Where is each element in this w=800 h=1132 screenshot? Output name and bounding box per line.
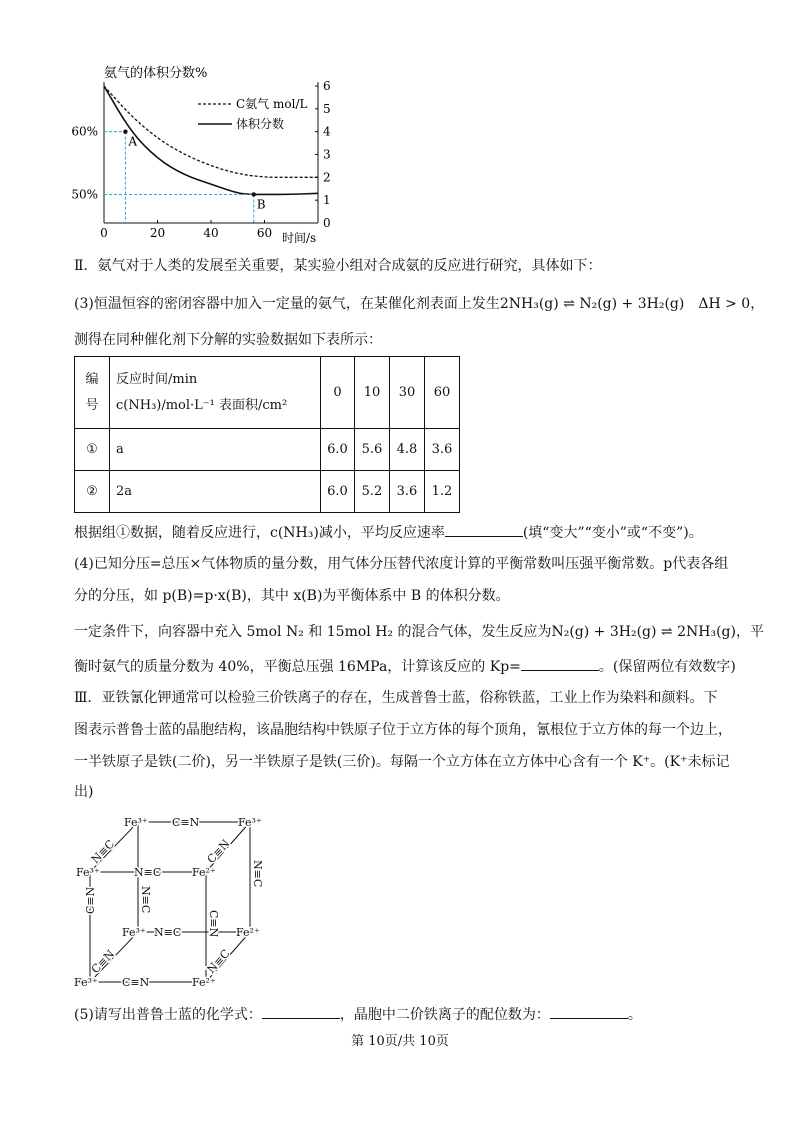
question-5-coordination-text: ，晶胞中二价铁离子的配位数为： — [339, 1007, 550, 1023]
ammonia-chart — [60, 60, 350, 250]
x-tick-label: 20 — [149, 226, 166, 240]
table-row — [75, 471, 460, 513]
row-value: 1.2 — [425, 471, 460, 513]
table-row — [75, 429, 460, 471]
question-4-line3 — [74, 622, 764, 642]
legend-item-volume-fraction: 体积分数 — [236, 117, 285, 131]
header-id-top: 编 — [85, 371, 99, 387]
header-time-60: 60 — [425, 357, 460, 429]
row-area: a — [110, 429, 321, 471]
row-value: 5.2 — [355, 471, 390, 513]
section-3-line2: 图表示普鲁士蓝的晶胞结构，该晶胞结构中铁原子位于立方体的每个顶角，氰根位于立方体的每一个边上， — [74, 722, 732, 738]
row-id: ② — [75, 471, 110, 513]
chart-legend — [198, 96, 307, 131]
row-value: 3.6 — [390, 471, 425, 513]
header-time-label: 反应时间/min — [116, 371, 198, 387]
section-3-line3: 一半铁原子是铁(二价)，另一半铁原子是铁(三价)。每隔一个立方体在立方体中心含有一个 K⁺。(K⁺未标记 — [74, 754, 730, 770]
cyanide-edge: N≡C — [204, 947, 233, 977]
header-desc-cell — [110, 357, 321, 429]
y-right-tick-label: 0 — [323, 216, 331, 230]
answer-blank-coordination[interactable] — [550, 1004, 628, 1019]
question-3-line1 — [74, 294, 764, 314]
section-3-line4: 出) — [74, 784, 94, 800]
chart-xlabel: 时间/s — [282, 231, 317, 245]
question-3-equation: 2NH₃(g) ⇌ N₂(g) + 3H₂(g) ΔH > 0， — [499, 296, 765, 312]
decomposition-data-table — [74, 356, 460, 513]
question-5-line — [74, 1004, 642, 1025]
point-A — [123, 129, 127, 133]
x-tick-label: 40 — [203, 226, 219, 240]
after-table-tail: (填“变大”“变小”或“不变”)。 — [522, 525, 703, 541]
point-label-B: B — [256, 197, 266, 212]
point-B — [252, 192, 256, 196]
question-5-end: 。 — [627, 1007, 642, 1023]
fe3-vertex: Fe³⁺ — [76, 866, 100, 879]
question-3-line2: 测得在同种催化剂下分解的实验数据如下表所示： — [74, 332, 382, 348]
y-right-tick-label: 1 — [323, 193, 331, 208]
row-value: 5.6 — [355, 429, 390, 471]
table-header-row — [75, 357, 460, 429]
question-4-line2: 分的分压，如 p(B)=p·x(B)，其中 x(B)为平衡体系中 B 的体积分数。 — [74, 588, 510, 604]
fe3-vertex: Fe³⁺ — [74, 976, 98, 989]
question-4-line3-text: 一定条件下，向容器中充入 5mol N₂ 和 15mol H₂ 的混合气体，发生反应为 — [74, 624, 552, 640]
fe3-vertex: Fe³⁺ — [238, 816, 262, 829]
header-time-0: 0 — [321, 357, 355, 429]
after-table-line — [74, 522, 703, 543]
x-tick-label: 0 — [100, 226, 108, 240]
point-label-A: A — [128, 134, 138, 149]
row-value: 4.8 — [390, 429, 425, 471]
header-id-cell — [75, 357, 110, 429]
question-3-text: (3)恒温恒容的密闭容器中加入一定量的氨气，在某催化剂表面上发生 — [74, 296, 500, 312]
fe3-vertex: Fe³⁺ — [124, 816, 148, 829]
cyanide-edge: C≡N — [122, 976, 150, 989]
page-footer: 第 10页/共 10页 — [351, 1034, 449, 1049]
answer-blank-formula[interactable] — [262, 1004, 340, 1019]
question-5-formula-text: (5)请写出普鲁士蓝的化学式： — [74, 1007, 262, 1023]
y-right-tick-label: 2 — [323, 170, 331, 185]
y-right-tick-label: 4 — [323, 124, 331, 139]
question-4-line4 — [74, 656, 736, 677]
cell-labels — [74, 816, 264, 989]
fe3-vertex: Fe³⁺ — [122, 926, 146, 939]
row-value: 6.0 — [321, 471, 355, 513]
fe2-vertex: Fe²⁺ — [192, 866, 216, 879]
header-time-10: 10 — [355, 357, 390, 429]
cyanide-edge: N≡C — [88, 837, 118, 867]
section-3-line1: Ⅲ．亚铁氰化钾通常可以检验三价铁离子的存在，生成普鲁士蓝，俗称铁蓝，工业上作为染料和颜料。下 — [74, 690, 718, 706]
cyanide-edge: N≡C — [154, 926, 182, 939]
cyanide-edge: C≡N — [204, 837, 233, 867]
question-4-kp-text: 衡时氨气的质量分数为 40%，平衡总压强 16MPa，计算该反应的 Kp= — [74, 659, 521, 675]
answer-blank-kp[interactable] — [521, 656, 599, 671]
y-left-tick-label: 60% — [71, 124, 98, 139]
cyanide-edge: C≡N — [84, 886, 97, 914]
header-id-bottom: 号 — [85, 397, 99, 413]
cyanide-edge: N≡C — [251, 860, 264, 888]
x-tick-label: 60 — [256, 226, 273, 240]
question-4-equation: N₂(g) + 3H₂(g) ⇌ 2NH₃(g)，平 — [551, 624, 764, 640]
y-right-tick-label: 5 — [323, 101, 331, 116]
cyanide-edge: C≡N — [207, 910, 220, 938]
cyanide-edge: C≡N — [172, 816, 200, 829]
row-id: ① — [75, 429, 110, 471]
section-2-intro: Ⅱ．氨气对于人类的发展至关重要，某实验小组对合成氨的反应进行研究，具体如下： — [74, 258, 602, 274]
header-time-30: 30 — [390, 357, 425, 429]
legend-item-concentration: C氨气 mol/L — [236, 97, 308, 111]
cyanide-edge: C≡N — [88, 947, 118, 977]
answer-blank-rate[interactable] — [445, 522, 523, 537]
after-table-text: 根据组①数据，随着反应进行，c(NH₃)减小，平均反应速率 — [74, 525, 445, 541]
cyanide-edge: N≡C — [139, 886, 152, 914]
cyanide-edge: N≡C — [134, 866, 162, 879]
question-4-kp-tail: 。(保留两位有效数字) — [598, 659, 736, 675]
row-value: 3.6 — [425, 429, 460, 471]
row-value: 6.0 — [321, 429, 355, 471]
row-area: 2a — [110, 471, 321, 513]
prussian-blue-unit-cell — [70, 810, 280, 1002]
y-right-tick-label: 3 — [323, 147, 331, 162]
header-conc-area-label: c(NH₃)/mol·L⁻¹ 表面积/cm² — [116, 397, 288, 413]
fe2-vertex: Fe²⁺ — [236, 926, 260, 939]
fe2-vertex: Fe²⁺ — [192, 976, 216, 989]
chart-ylabel-left: 氨气的体积分数% — [104, 66, 208, 81]
y-right-tick-label: 6 — [323, 79, 331, 93]
y-left-tick-label: 50% — [71, 187, 98, 202]
question-4-line1: (4)已知分压=总压×气体物质的量分数，用气体分压替代浓度计算的平衡常数叫压强平衡常数。p代表各组 — [74, 556, 729, 572]
